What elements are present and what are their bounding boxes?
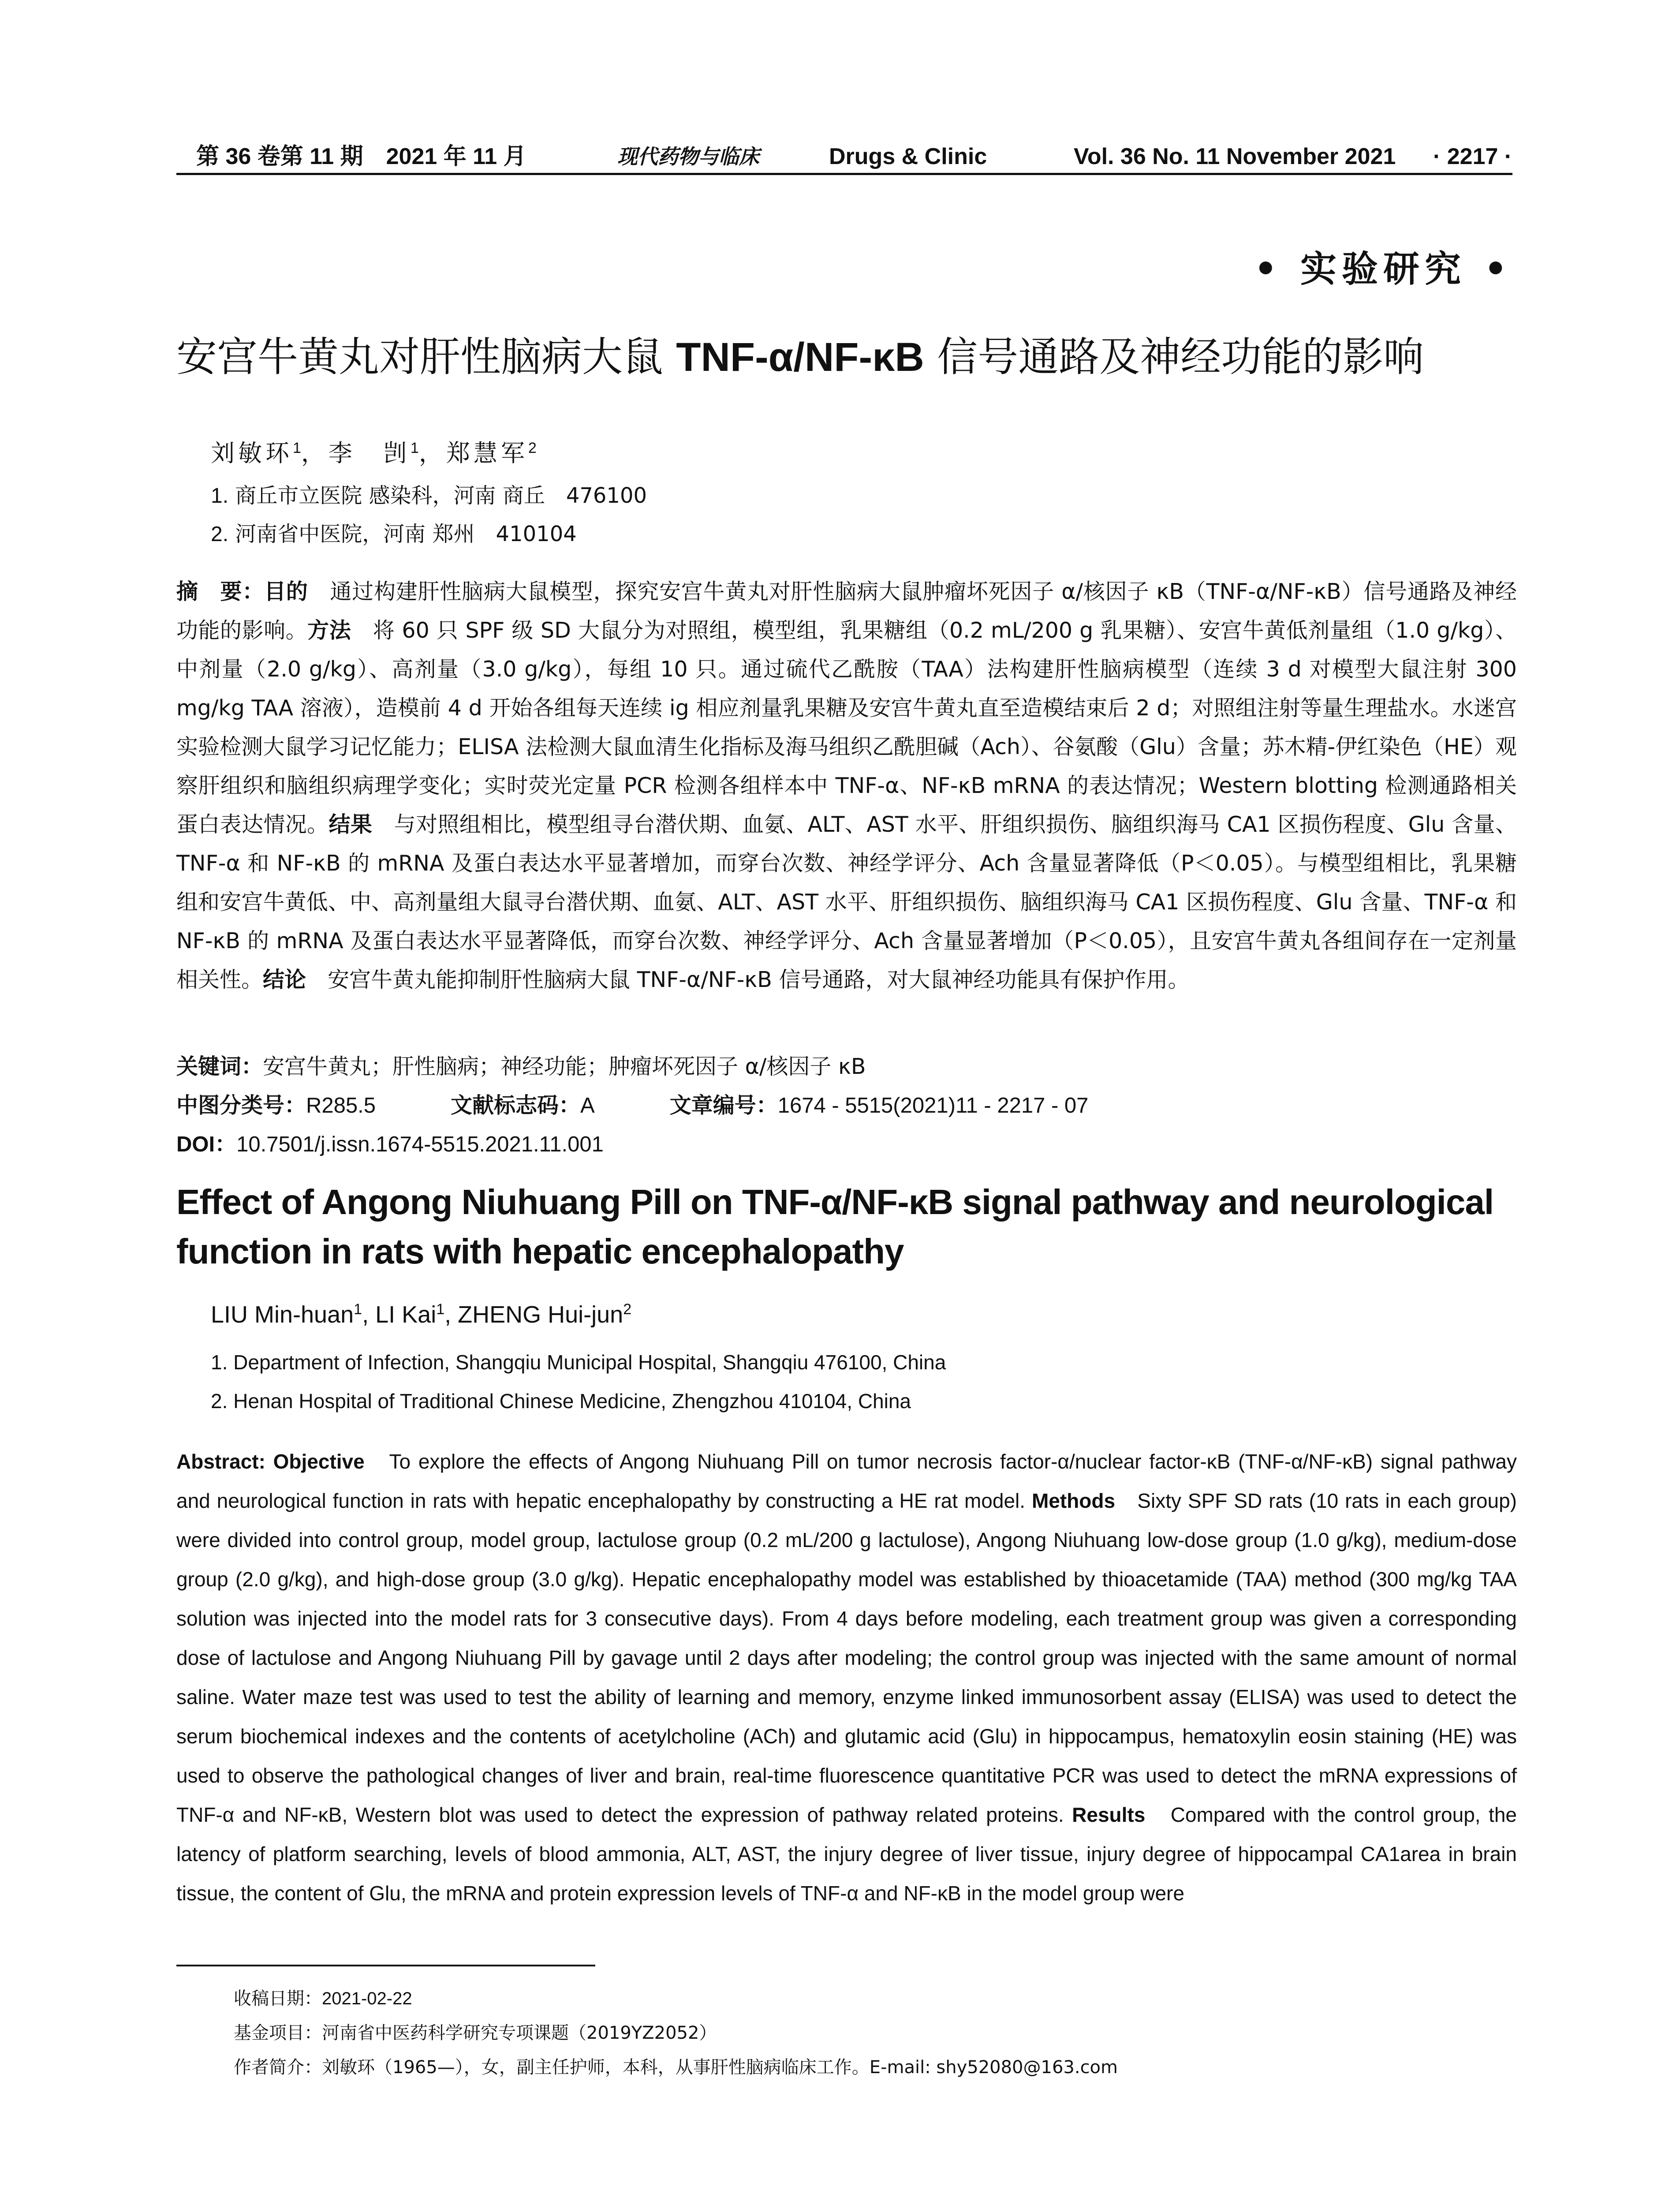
cn-abstract-label: 摘 要： (176, 579, 265, 604)
cn-authors: 刘敏环$^1$，李 剀$^1$，郑慧军$^2$ (211, 439, 537, 467)
classification-line (176, 1088, 1088, 1119)
en-author-3-sup: 2 (623, 1301, 632, 1318)
cn-objective-label: 目的 (264, 579, 308, 604)
article-number-value: 1674 - 5515(2021)11 - 2217 - 07 (777, 1094, 1089, 1117)
cn-title-part1: 安宫牛黄丸对肝性脑病大鼠 (176, 333, 676, 381)
en-author-1-sup: 1 (354, 1301, 362, 1318)
footnote-received (234, 1984, 412, 2010)
cn-methods-text: 将 60 只 SPF 级 SD 大鼠分为对照组，模型组，乳果糖组（0.2 mL/200 g 乳果糖）、安宫牛黄低剂量组（1.0 g/kg）、中剂量（2.0 g/kg）、高剂量（3.0 g/kg），每组 10 只。通过硫代乙酰胺（TAA）法构建肝性脑病模型（连续 3 d 对模型大鼠注射 300 mg/kg TAA 溶液），造模前 4 d 开始各组每天连续 ig 相应剂量乳果糖及安宫牛黄丸直至造模结束后 2 d；对照组注射等量生理盐水。水迷宫实验检测大鼠学习记忆能力；ELISA 法检测大鼠血清生化指标及海马组织乙酰胆碱（Ach）、谷氨酸（Glu）含量；苏木精-伊红染色（HE）观察肝组织和脑组织病理学变化；实时荧光定量 PCR 检测各组样本中 TNF-α、NF-κB mRNA 的表达情况；Western blotting 检测通路相关蛋白表达情况。 (176, 618, 1517, 837)
cn-title-part3: 信号通路及神经功能的影响 (924, 333, 1424, 381)
doi-value: 10.7501/j.issn.1674-5515.2021.11.001 (236, 1132, 604, 1156)
header-journal-en: Drugs & Clinic (829, 144, 987, 169)
cn-author-2: 李 剀 (328, 439, 411, 467)
keywords-label: 关键词： (176, 1054, 263, 1079)
en-authors: LIU Min-huan$^1$, LI Kai$^1$, ZHENG Hui-jun$^2$ (211, 1301, 632, 1328)
cn-results-text: 与对照组相比，模型组寻台潜伏期、血氨、ALT、AST 水平、肝组织损伤、脑组织海马 CA1 区损伤程度、Glu 含量、TNF-α 和 NF-κB 的 mRNA 及蛋白表达水平显著增加，而穿台次数、神经学评分、Ach 含量显著降低（P＜0.05）。与模型组相比，乳果糖组和安宫牛黄低、中、高剂量组大鼠寻台潜伏期、血氨、ALT、AST 水平、肝组织损伤、脑组织海马 CA1 区损伤程度、Glu 含量、TNF-α 和 NF-κB 的 mRNA 及蛋白表达水平显著降低，而穿台次数、神经学评分、Ach 含量显著增加（P＜0.05），且安宫牛黄丸各组间存在一定剂量相关性。 (176, 812, 1517, 992)
en-author-2-sup: 1 (436, 1301, 445, 1318)
cn-author-3: 郑慧军 (446, 439, 528, 467)
header-volume-cn: 第 36 卷第 11 期 2021 年 11 月 (196, 144, 526, 169)
section-label: • 实验研究 • (1254, 248, 1512, 290)
fund-label: 基金项目： (234, 2023, 322, 2043)
clc-value: R285.5 (306, 1094, 376, 1117)
doc-code-label: 文献标志码： (451, 1093, 581, 1118)
article-number-label: 文章编号： (669, 1093, 778, 1118)
cn-conclusion-label: 结论 (263, 967, 306, 992)
footnote-bio (234, 2053, 1118, 2078)
en-results-text: Compared with the control group, the latency of platform searching, levels of blood ammonia, ALT, AST, the injury degree of liver tissue, injury degree of hippocampal CA1area in brain tissue, the content of Glu, the mRNA and protein expression levels of TNF-α and NF-κB in the model group were (176, 1803, 1517, 1905)
cn-abstract (176, 572, 1517, 999)
keywords-line (176, 1050, 866, 1080)
en-author-2: LI Kai (375, 1301, 437, 1328)
en-objective-text: To explore the effects of Angong Niuhuang Pill on tumor necrosis factor-α/nuclear factor-κB (TNF-α/NF-κB) signal pathway and neurological function in rats with hepatic encephalopathy by constructing a HE rat model. (176, 1450, 1517, 1512)
header-volume-en: Vol. 36 No. 11 November 2021 (1074, 144, 1396, 169)
cn-results-label: 结果 (329, 812, 373, 837)
doi-label: DOI： (176, 1132, 237, 1156)
bio-label: 作者简介： (234, 2057, 322, 2078)
header-page-number: · 2217 · (1433, 144, 1512, 169)
cn-methods-label: 方法 (307, 618, 351, 643)
footnote-divider (176, 1965, 595, 1966)
en-title: Effect of Angong Niuhuang Pill on TNF-α/NF-κB signal pathway and neurological function in rats with hepatic encephalopathy (176, 1182, 1494, 1271)
cn-author-1-sup: 1 (293, 440, 301, 456)
cn-author-2-sup: 1 (410, 440, 419, 456)
cn-objective-text: 通过构建肝性脑病大鼠模型，探究安宫牛黄丸对肝性脑病大鼠肿瘤坏死因子 α/核因子 κB（TNF-α/NF-κB）信号通路及神经功能的影响。 (176, 579, 1517, 643)
cn-title (176, 329, 1521, 386)
cn-author-3-sup: 2 (528, 440, 537, 456)
header-journal-cn: 现代药物与临床 (617, 145, 759, 168)
en-results-label: Results (1072, 1803, 1146, 1826)
bio-text: 刘敏环（1965—），女，副主任护师，本科，从事肝性脑病临床工作。E-mail: shy52080@163.com (322, 2057, 1118, 2078)
footnote-fund (234, 2019, 717, 2044)
en-affiliation-2: 2. Henan Hospital of Traditional Chinese Medicine, Zhengzhou 410104, China (211, 1390, 911, 1413)
keywords-text: 安宫牛黄丸；肝性脑病；神经功能；肿瘤坏死因子 α/核因子 κB (263, 1054, 866, 1079)
fund-text: 河南省中医药科学研究专项课题（2019YZ2052） (322, 2023, 717, 2043)
en-methods-text: Sixty SPF SD rats (10 rats in each group) were divided into control group, model group, lactulose group (0.2 mL/200 g lactulose), Angong Niuhuang low-dose group (1.0 g/kg), medium-dose group (2.0 g/kg), and high-dose group (3.0 g/kg). Hepatic encephalopathy model was established by thioacetamide (TAA) method (300 mg/kg TAA solution was injected into the model rats for 3 consecutive days). From 4 days before modeling, each treatment group was given a corresponding dose of lactulose and Angong Niuhuang Pill by gavage until 2 days after modeling; the control group was injected with the same amount of normal saline. Water maze test was used to test the ability of learning and memory, enzyme linked immunosorbent assay (ELISA) was used to detect the serum biochemical indexes and the contents of acetylcholine (ACh) and glutamic acid (Glu) in hippocampus, hematoxylin eosin staining (HE) was used to observe the pathological changes of liver and brain, real-time fluorescence quantitative PCR was used to detect the mRNA expressions of TNF-α and NF-κB, Western blot was used to detect the expression of pathway related proteins. (176, 1489, 1517, 1826)
en-affiliation-1: 1. Department of Infection, Shangqiu Municipal Hospital, Shangqiu 476100, China (211, 1351, 946, 1374)
en-methods-label: Methods (1031, 1489, 1116, 1512)
en-author-1: LIU Min-huan (211, 1301, 354, 1328)
clc-label: 中图分类号： (176, 1093, 306, 1118)
cn-author-1: 刘敏环 (211, 439, 293, 467)
en-author-3: ZHENG Hui-jun (458, 1301, 623, 1328)
doi-line (176, 1127, 604, 1158)
cn-title-part2: TNF-α/NF-κB (676, 335, 924, 380)
doc-code-value: A (580, 1094, 595, 1117)
running-header (176, 140, 1512, 175)
received-label: 收稿日期： (234, 1988, 322, 2009)
cn-affiliation-2: 2. 河南省中医院，河南 郑州 410104 (211, 522, 577, 546)
cn-conclusion-text: 安宫牛黄丸能抑制肝性脑病大鼠 TNF-α/NF-κB 信号通路，对大鼠神经功能具有保护作用。 (306, 967, 1190, 992)
received-date: 2021-02-22 (322, 1989, 412, 2008)
cn-affiliation-1: 1. 商丘市立医院 感染科，河南 商丘 476100 (211, 483, 647, 508)
en-abstract (176, 1442, 1517, 1913)
en-abstract-label: Abstract: Objective (176, 1450, 365, 1473)
